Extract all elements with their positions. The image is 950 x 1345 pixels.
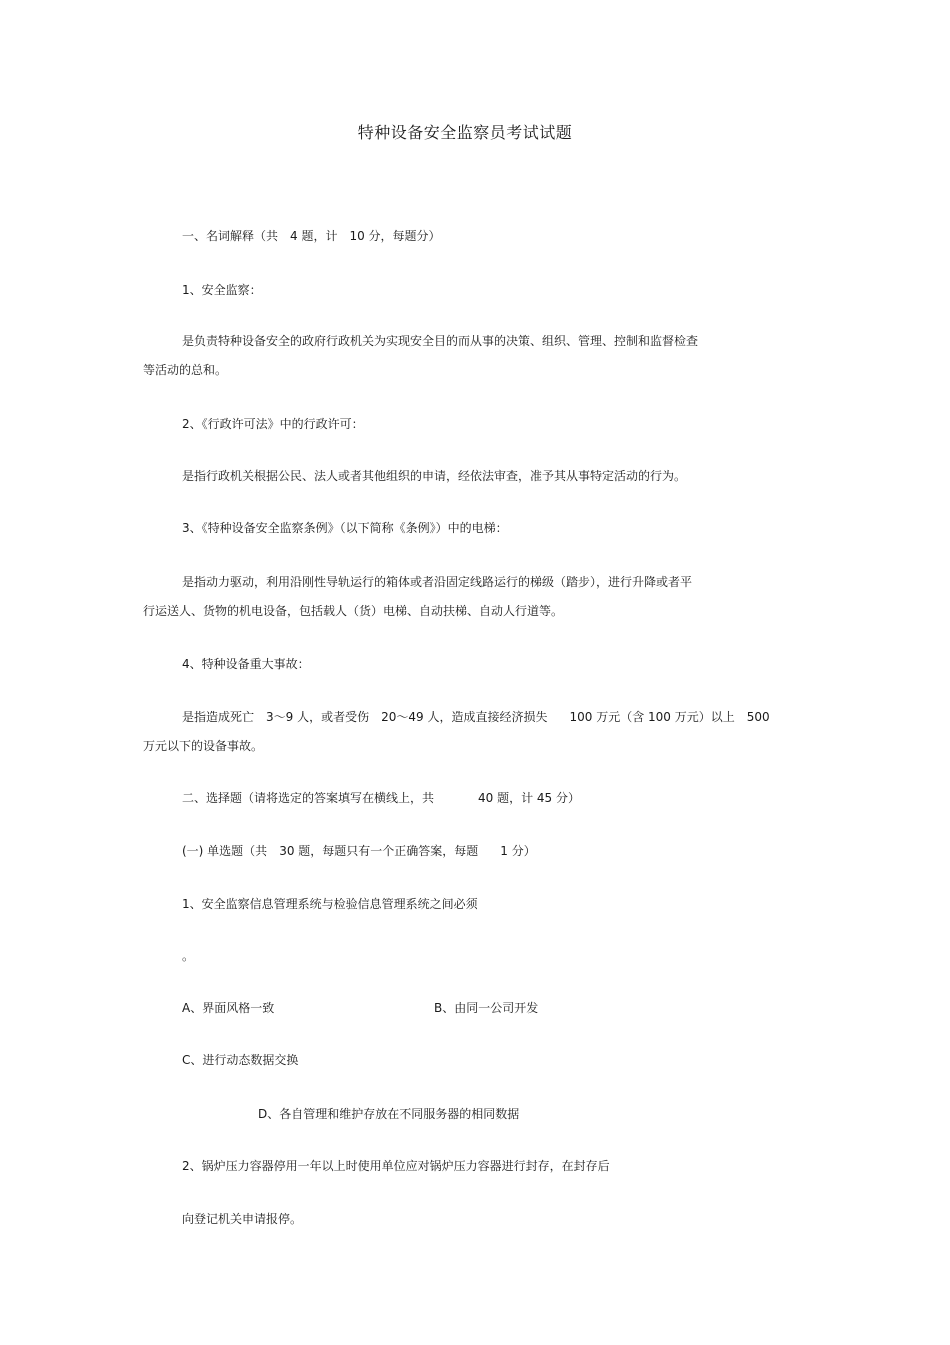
term2-definition: 是指行政机关根据公民、法人或者其他组织的申请，经依法审查，准予其从事特定活动的行为。 xyxy=(182,469,687,483)
term1-label: 1、安全监察： xyxy=(182,283,262,297)
term4-def-part5: 500 xyxy=(746,710,770,724)
term4-label: 4、特种设备重大事故： xyxy=(182,657,310,671)
term1-definition-line2: 等活动的总和。 xyxy=(143,363,228,377)
term4-definition-line1 xyxy=(182,709,770,725)
question1-option-c: C、进行动态数据交换 xyxy=(182,1053,299,1067)
term4-def-part3: 20～49 人，造成直接经济损失 xyxy=(381,710,548,724)
subsection-heading xyxy=(182,843,536,859)
term4-def-part2: 3～9 人，或者受伤 xyxy=(266,710,370,724)
subsection-heading-part3: 1 分） xyxy=(500,844,536,858)
question2-stem: 2、锅炉压力容器停用一年以上时使用单位应对锅炉压力容器进行封存，在封存后 xyxy=(182,1159,610,1173)
term4-definition-line2: 万元以下的设备事故。 xyxy=(143,739,264,753)
section1-heading: 一、名词解释（共 4 题，计 10 分，每题分） xyxy=(182,229,441,243)
section2-heading-part2: 40 题，计 45 分） xyxy=(478,791,580,805)
section2-heading xyxy=(182,790,580,806)
question1-option-b: B、由同一公司开发 xyxy=(434,1001,539,1015)
question1-option-a: A、界面风格一致 xyxy=(182,1001,275,1015)
section2-heading-part1: 二、选择题（请将选定的答案填写在横线上，共 xyxy=(182,791,435,805)
term4-def-part4: 100 万元（含 100 万元）以上 xyxy=(569,710,735,724)
term3-definition-line2: 行运送人、货物的机电设备，包括载人（货）电梯、自动扶梯、自动人行道等。 xyxy=(143,604,564,618)
subsection-heading-part1: (一) 单选题（共 xyxy=(182,844,268,858)
subsection-heading-part2: 30 题，每题只有一个正确答案，每题 xyxy=(279,844,479,858)
question2-stem-line2: 向登记机关申请报停。 xyxy=(182,1212,303,1226)
document-title: 特种设备安全监察员考试试题 xyxy=(357,123,573,142)
question1-blank-end: 。 xyxy=(182,949,195,963)
term1-definition-line1: 是负责特种设备安全的政府行政机关为实现安全目的而从事的决策、组织、管理、控制和监督检查 xyxy=(182,334,699,348)
term4-def-part1: 是指造成死亡 xyxy=(182,710,255,724)
question1-option-d: D、各自管理和维护存放在不同服务器的相同数据 xyxy=(258,1107,520,1121)
question1-stem: 1、安全监察信息管理系统与检验信息管理系统之间必须 xyxy=(182,897,478,911)
term2-label: 2、《行政许可法》中的行政许可： xyxy=(182,417,364,431)
term3-definition-line1: 是指动力驱动，利用沿刚性导轨运行的箱体或者沿固定线路运行的梯级（踏步），进行升降或者平 xyxy=(182,575,693,589)
term3-label: 3、《特种设备安全监察条例》（以下简称《条例》）中的电梯： xyxy=(182,521,508,535)
